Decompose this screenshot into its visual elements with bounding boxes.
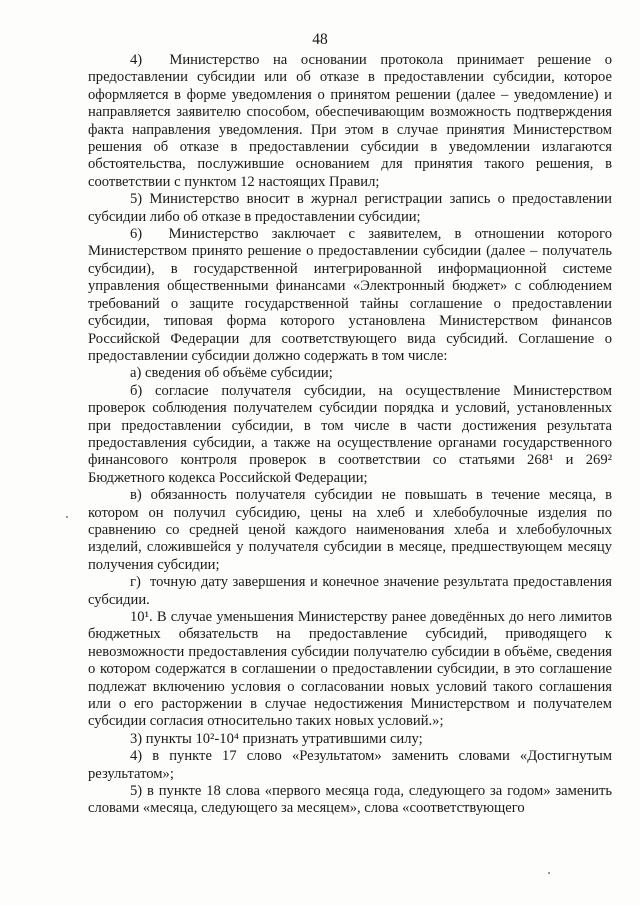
subparagraph-b: б) согласие получателя субсидии, на осуществление Министерством проверок соблюдения получателем субсидии порядка и условий, установленных при предоставлении субсидии, в том числе в части достижения результата предоставления субсидии, а также на осуществление органами государственного финансового контроля проверок в соответствии со статьями 268¹ и 269² Бюджетного кодекса Российской Федерации; — [88, 382, 612, 486]
amendment-item-3: 3) пункты 10²-10⁴ признать утратившими силу; — [130, 730, 423, 747]
document-body — [88, 52, 612, 818]
paragraph-item-4: 4) Министерство на основании протокола принимает решение о предоставлении субсидии или об отказе в предоставлении субсидии, которое оформляется в форме уведомления о принятом решении (далее – уведомление) и направляется заявителю способом, обеспечивающим возможность подтверждения факта направления уведомления. При этом в случае принятия Министерством решения об отказе в предоставлении субсидии в уведомлении излагаются обстоятельства, послужившие основанием для принятия такого решения, в соответствии с пунктом 12 настоящих Правил; — [88, 52, 612, 190]
scan-speck — [548, 872, 550, 874]
subparagraph-g: г) точную дату завершения и конечное значение результата предоставления субсидии. — [88, 574, 612, 608]
page-number: 48 — [312, 31, 328, 48]
subparagraph-a: а) сведения об объёме субсидии; — [130, 365, 333, 382]
paragraph-item-5: 5) Министерство вносит в журнал регистрации запись о предоставлении субсидии либо об отказе в предоставлении субсидии; — [88, 191, 612, 225]
scan-speck — [66, 516, 68, 518]
amendment-item-5: 5) в пункте 18 слова «первого месяца года, следующего за годом» заменить словами «месяца, следующего за месяцем», слова «соответствующего — [88, 783, 612, 817]
amendment-item-4: 4) в пункте 17 слово «Результатом» заменить словами «Достигнутым результатом»; — [88, 748, 612, 782]
subparagraph-v: в) обязанность получателя субсидии не повышать в течение месяца, в котором он получил субсидию, цены на хлеб и хлебобулочные изделия по сравнению со средней ценой каждого наименования хлеба и хлебобулочных изделий, сложившейся у получателя субсидии в месяце, предшествующем месяцу получения субсидии; — [88, 487, 612, 573]
clause-10-1: 10¹. В случае уменьшения Министерству ранее доведённых до него лимитов бюджетных обязательств на предоставление субсидий, приводящего к невозможности предоставления субсидии получателю субсидии в объёме, сведения о котором содержатся в соглашении о предоставлении субсидии, в это соглашение подлежат включению условия о согласовании новых условий такого соглашения или о его расторжении в случае недостижения Министерством и получателем субсидии согласия относительно таких новых условий.»; — [88, 609, 612, 730]
paragraph-item-6: 6) Министерство заключает с заявителем, в отношении которого Министерством принято решение о предоставлении субсидии (далее – получатель субсидии), в государственной интегрированной информационной системе управления общественными финансами «Электронный бюджет» с соблюдением требований о защите государственной тайны соглашение о предоставлении субсидии, типовая форма которого установлена Министерством финансов Российской Федерации для соответствующего вида субсидий. Соглашение о предоставлении субсидии должно содержать в том числе: — [88, 226, 612, 364]
